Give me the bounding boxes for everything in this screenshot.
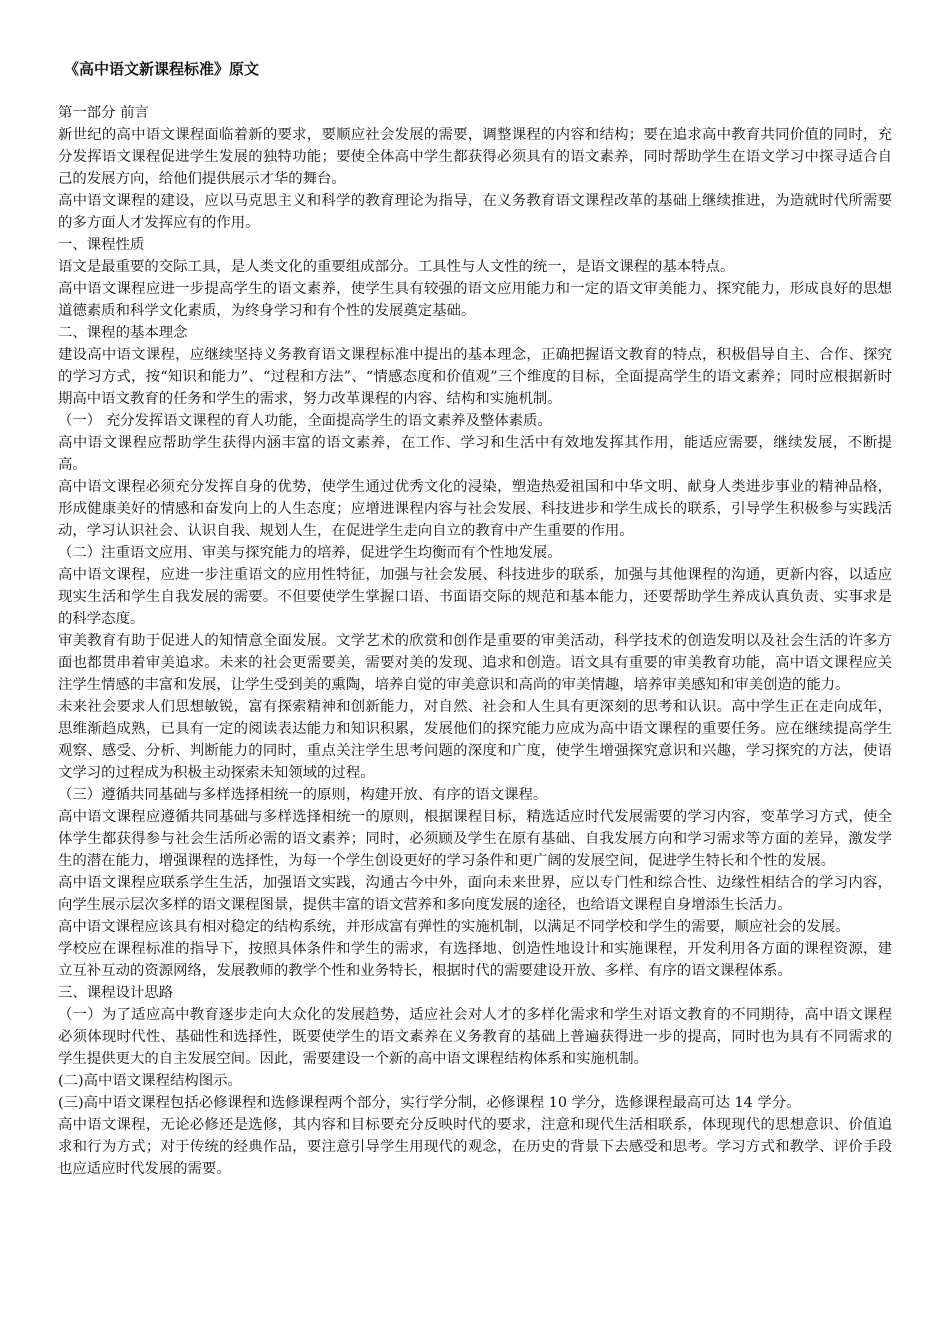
paragraph: 建设高中语文课程，应继续坚持义务教育语文课程标准中提出的基本理念，正确把握语文教育的特点，积极倡导自主、合作、探究的学习方式，按“知识和能力”、“过程和方法”、“情感态度和价值观”三个维度的目标，全面提高学生的语文素养；同时应根据新时期高中语文教育的任务和学生的需求，努力改革课程的内容、结构和实施机制。 (58, 347, 892, 407)
paragraph: 语文是最重要的交际工具，是人类文化的重要组成部分。工具性与人文性的统一，是语文课程的基本特点。 (58, 259, 735, 275)
section-heading: 一、课程性质 (58, 237, 145, 253)
document-title: 《高中语文新课程标准》原文 (64, 60, 260, 78)
paragraph: 高中语文课程，无论必修还是选修，其内容和目标要充分反映时代的要求，注意和现代生活相联系，体现现代的思想意识、价值追求和行为方式；对于传统的经典作品，要注意引导学生用现代的观念，在历史的背景下去感受和思考。学习方式和教学、评价手段也应适应时代发展的需要。 (58, 1117, 892, 1177)
paragraph: （一）为了适应高中教育逐步走向大众化的发展趋势，适应社会对人才的多样化需求和学生对语文教育的不同期待，高中语文课程必须体现时代性、基础性和选择性，既要使学生的语文素养在义务教育的基础上普遍获得进一步的提高，同时也为具有不同需求的学生提供更大的自主发展空间。因此，需要建设一个新的高中语文课程结构体系和实施机制。 (58, 1007, 892, 1067)
paragraph: (三)高中语文课程包括必修课程和选修课程两个部分，实行学分制，必修课程 10 学分，选修课程最高可达 14 学分。 (58, 1095, 801, 1111)
paragraph: 审美教育有助于促进人的知情意全面发展。文学艺术的欣赏和创作是重要的审美活动，科学技术的创造发明以及社会生活的许多方面也都贯串着审美追求。未来的社会更需要美，需要对美的发现、追求和创造。语文具有重要的审美教育功能，高中语文课程应关注学生情感的丰富和发展，让学生受到美的熏陶，培养自觉的审美意识和高尚的审美情趣，培养审美感知和审美创造的能力。 (58, 633, 892, 693)
paragraph: 高中语文课程的建设，应以马克思主义和科学的教育理论为指导，在义务教育语文课程改革的基础上继续推进，为造就时代所需要的多方面人才发挥应有的作用。 (58, 193, 892, 231)
subsection-heading: （一） 充分发挥语文课程的育人功能，全面提高学生的语文素养及整体素质。 (58, 413, 552, 429)
paragraph: (二)高中语文课程结构图示。 (58, 1073, 242, 1089)
subsection-heading: （二）注重语文应用、审美与探究能力的培养，促进学生均衡而有个性地发展。 (58, 545, 562, 561)
paragraph: 高中语文课程必须充分发挥自身的优势，使学生通过优秀文化的浸染，塑造热爱祖国和中华文明、献身人类进步事业的精神品格，形成健康美好的情感和奋发向上的人生态度；应增进课程内容与社会发展、科技进步和学生成长的联系，引导学生积极参与实践活动，学习认识社会、认识自我、规划人生，在促进学生走向自立的教育中产生重要的作用。 (58, 479, 892, 539)
paragraph: 高中语文课程，应进一步注重语文的应用性特征，加强与社会发展、科技进步的联系，加强与其他课程的沟通，更新内容，以适应现实生活和学生自我发展的需要。不但要使学生掌握口语、书面语交际的规范和基本能力，还要帮助学生养成认真负责、实事求是的科学态度。 (58, 567, 892, 627)
section-heading: 二、课程的基本理念 (58, 325, 188, 341)
paragraph: 高中语文课程应帮助学生获得内涵丰富的语文素养，在工作、学习和生活中有效地发挥其作用，能适应需要，继续发展，不断提高。 (58, 435, 892, 473)
paragraph: 高中语文课程应联系学生生活，加强语文实践，沟通古今中外，面向未来世界，应以专门性和综合性、边缘性相结合的学习内容，向学生展示层次多样的语文课程图景，提供丰富的语文营养和多向度发展的途径，也给语文课程自身增添生长活力。 (58, 875, 892, 913)
paragraph: 高中语文课程应该具有相对稳定的结构系统，并形成富有弹性的实施机制，以满足不同学校和学生的需要，顺应社会的发展。 (58, 919, 850, 935)
paragraph: 新世纪的高中语文课程面临着新的要求，要顺应社会发展的需要，调整课程的内容和结构；要在追求高中教育共同价值的同时，充分发挥语文课程促进学生发展的独特功能；要使全体高中学生都获得必须具有的语文素养，同时帮助学生在语文学习中探寻适合自己的发展方向，给他们提供展示才华的舞台。 (58, 127, 892, 187)
paragraph: 高中语文课程应进一步提高学生的语文素养，使学生具有较强的语文应用能力和一定的语文审美能力、探究能力，形成良好的思想道德素质和科学文化素质，为终身学习和有个性的发展奠定基础。 (58, 281, 892, 319)
paragraph: 高中语文课程应遵循共同基础与多样选择相统一的原则，根据课程目标，精选适应时代发展需要的学习内容，变革学习方式，使全体学生都获得参与社会生活所必需的语文素养；同时，必须顾及学生在原有基础、自我发展方向和学习需求等方面的差异，激发学生的潜在能力，增强课程的选择性，为每一个学生创设更好的学习条件和更广阔的发展空间，促进学生特长和个性的发展。 (58, 809, 892, 869)
paragraph: 学校应在课程标准的指导下，按照具体条件和学生的需求，有选择地、创造性地设计和实施课程，开发利用各方面的课程资源，建立互补互动的资源网络，发展教师的教学个性和业务特长，根据时代的需要建设开放、多样、有序的语文课程体系。 (58, 941, 892, 979)
paragraph: 第一部分 前言 (58, 105, 149, 121)
paragraph: 未来社会要求人们思想敏锐，富有探索精神和创新能力，对自然、社会和人生具有更深刻的思考和认识。高中学生正在走向成年，思维渐趋成熟，已具有一定的阅读表达能力和知识积累，发展他们的探究能力应成为高中语文课程的重要任务。应在继续提高学生观察、感受、分析、判断能力的同时，重点关注学生思考问题的深度和广度，使学生增强探究意识和兴趣，学习探究的方法，使语文学习的过程成为积极主动探索未知领域的过程。 (58, 699, 892, 781)
section-heading: 三、课程设计思路 (58, 985, 174, 1001)
document-page (58, 58, 892, 1180)
subsection-heading: （三）遵循共同基础与多样选择相统一的原则，构建开放、有序的语文课程。 (58, 787, 548, 803)
